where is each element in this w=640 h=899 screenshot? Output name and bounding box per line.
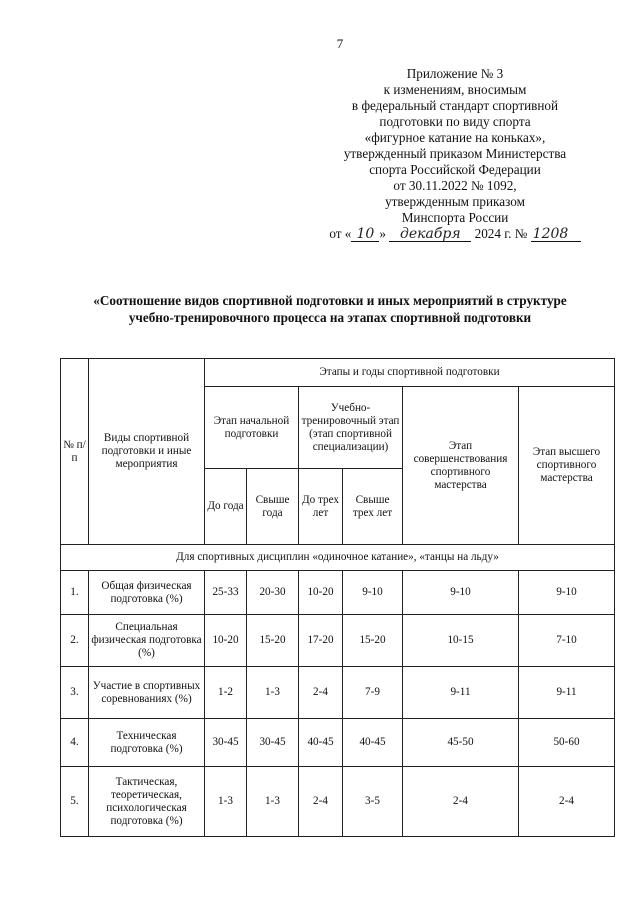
order-number-handwritten: 1208: [531, 227, 581, 242]
row-kind: Техническая подготовка (%): [89, 719, 205, 767]
row-number: 3.: [61, 667, 89, 719]
appendix-line: Приложение № 3: [406, 66, 504, 81]
cell-value: 3-5: [343, 767, 403, 837]
cell-value: 25-33: [205, 571, 247, 615]
header-training-year2: Свыше трех лет: [343, 469, 403, 545]
appendix-block: [300, 66, 610, 242]
row-number: 5.: [61, 767, 89, 837]
row-kind: Тактическая, теоретическая, психологическая подготовка (%): [89, 767, 205, 837]
table-row: [61, 719, 615, 767]
appendix-line: Минспорта России: [401, 210, 509, 225]
cell-value: 40-45: [343, 719, 403, 767]
header-stage-training: Учебно-тренировочный этап (этап спортивной специализации): [299, 387, 403, 469]
row-number: 4.: [61, 719, 89, 767]
title-line-1: «Соотношение видов спортивной подготовки и иных мероприятий в структуре: [93, 293, 567, 308]
appendix-line: к изменениям, вносимым: [383, 82, 527, 97]
appendix-line: утвержденный приказом Министерства: [343, 146, 567, 161]
cell-value: 10-15: [403, 615, 519, 667]
row-kind: Участие в спортивных соревнованиях (%): [89, 667, 205, 719]
page-number: 7: [336, 36, 344, 51]
cell-value: 45-50: [403, 719, 519, 767]
appendix-line: подготовки по виду спорта: [379, 114, 531, 129]
order-day-handwritten: 10: [351, 227, 379, 242]
cell-value: 50-60: [519, 719, 615, 767]
table-row: [61, 667, 615, 719]
cell-value: 2-4: [519, 767, 615, 837]
appendix-line: в федеральный стандарт спортивной: [351, 98, 559, 113]
table-row: [61, 571, 615, 615]
cell-value: 40-45: [299, 719, 343, 767]
title-line-2: учебно-тренировочного процесса на этапах спортивной подготовки: [128, 310, 532, 325]
cell-value: 2-4: [299, 667, 343, 719]
cell-value: 30-45: [205, 719, 247, 767]
cell-value: 15-20: [343, 615, 403, 667]
cell-value: 1-3: [205, 767, 247, 837]
cell-value: 9-11: [403, 667, 519, 719]
cell-value: 7-9: [343, 667, 403, 719]
document-title: [60, 292, 600, 326]
appendix-line: утвержденным приказом: [385, 194, 525, 209]
order-mid: »: [379, 226, 386, 241]
cell-value: 1-3: [247, 767, 299, 837]
order-prefix: от «: [329, 226, 352, 241]
cell-value: 17-20: [299, 615, 343, 667]
header-training-year1: До трех лет: [299, 469, 343, 545]
cell-value: 7-10: [519, 615, 615, 667]
cell-value: 9-10: [343, 571, 403, 615]
row-number: 1.: [61, 571, 89, 615]
training-ratio-table: [60, 358, 615, 837]
order-month-handwritten: декабря: [389, 227, 471, 242]
table-row: [61, 615, 615, 667]
cell-value: 1-2: [205, 667, 247, 719]
header-stage-improvement: Этап совершенствования спортивного мастерства: [403, 387, 519, 545]
header-initial-year2: Свыше года: [247, 469, 299, 545]
header-number: № п/п: [61, 359, 89, 545]
header-stage-initial: Этап начальной подготовки: [205, 387, 299, 469]
header-initial-year1: До года: [205, 469, 247, 545]
cell-value: 15-20: [247, 615, 299, 667]
cell-value: 10-20: [205, 615, 247, 667]
order-year: 2024 г. №: [474, 226, 528, 241]
cell-value: 10-20: [299, 571, 343, 615]
cell-value: 20-30: [247, 571, 299, 615]
order-date-line: [300, 226, 610, 242]
row-kind: Специальная физическая подготовка (%): [89, 615, 205, 667]
section-row: Для спортивных дисциплин «одиночное катание», «танцы на льду»: [61, 545, 615, 571]
header-kind: Виды спортивной подготовки и иные мероприятия: [89, 359, 205, 545]
cell-value: 1-3: [247, 667, 299, 719]
appendix-line: спорта Российской Федерации: [369, 162, 541, 177]
appendix-line: от 30.11.2022 № 1092,: [393, 178, 517, 193]
row-number: 2.: [61, 615, 89, 667]
cell-value: 9-10: [519, 571, 615, 615]
appendix-line: «фигурное катание на коньках»,: [364, 130, 546, 145]
row-kind: Общая физическая подготовка (%): [89, 571, 205, 615]
table-row: [61, 767, 615, 837]
header-stages: Этапы и годы спортивной подготовки: [205, 359, 615, 387]
cell-value: 30-45: [247, 719, 299, 767]
header-stage-highest: Этап высшего спортивного мастерства: [519, 387, 615, 545]
cell-value: 2-4: [299, 767, 343, 837]
cell-value: 9-10: [403, 571, 519, 615]
cell-value: 2-4: [403, 767, 519, 837]
cell-value: 9-11: [519, 667, 615, 719]
